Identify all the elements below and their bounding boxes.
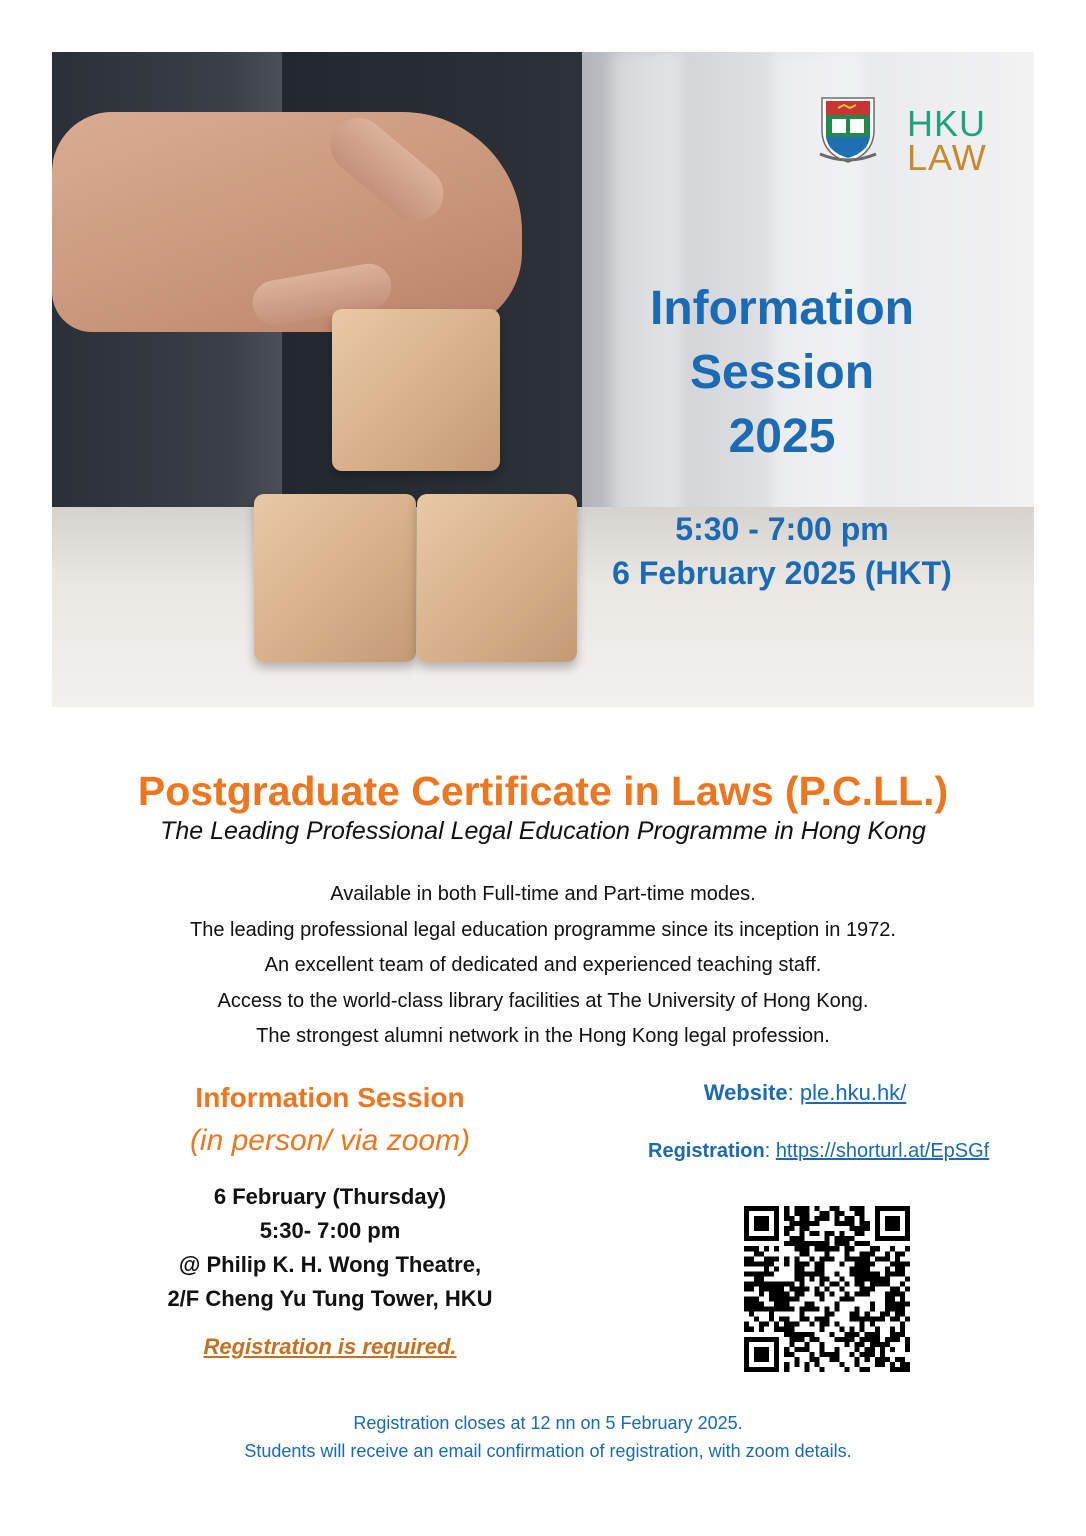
hero-time: 5:30 - 7:00 pm: [675, 511, 889, 547]
wooden-block-right: [417, 494, 577, 662]
hku-law-logo: [907, 103, 1007, 178]
session-mode: (in person/ via zoom): [189, 1124, 471, 1157]
registration-link[interactable]: https://shorturl.at/EpSGf: [775, 1140, 990, 1162]
website-line: Website: ple.hku.hk/: [703, 1080, 907, 1105]
session-venue-line1: @ Philip K. H. Wong Theatre,: [178, 1252, 482, 1277]
registration-qr-code[interactable]: [744, 1206, 910, 1372]
feature-item: The strongest alumni network in the Hong Kong legal profession.: [256, 1025, 830, 1047]
feature-item: Available in both Full-time and Part-time modes.: [330, 883, 756, 905]
feature-item: The leading professional legal education programme since its inception in 1972.: [190, 918, 896, 941]
feature-item: Access to the world-class library facilities at The University of Hong Kong.: [217, 989, 869, 1012]
wooden-block-left: [254, 494, 416, 662]
registration-label: Registration: [648, 1140, 765, 1162]
logo-text-law: LAW: [907, 137, 987, 178]
registration-line: Registration: https://shorturl.at/EpSGf: [648, 1140, 990, 1162]
wooden-block-top: [332, 309, 500, 471]
footer-notes: [0, 1409, 1086, 1465]
hku-crest-logo: [818, 96, 878, 164]
hero-title: [612, 277, 952, 469]
programme-subtitle: The Leading Professional Legal Education Programme in Hong Kong: [160, 817, 926, 845]
hero-title-line2: Session: [689, 346, 875, 399]
session-time: 5:30- 7:00 pm: [259, 1218, 401, 1243]
programme-title: Postgraduate Certificate in Laws (P.C.LL.): [137, 768, 949, 814]
hero-banner: [52, 52, 1034, 707]
registration-required-note: Registration is required.: [203, 1334, 457, 1359]
session-date: 6 February (Thursday): [213, 1184, 447, 1209]
website-link[interactable]: ple.hku.hk/: [799, 1080, 907, 1105]
hero-title-line1: Information: [650, 282, 914, 335]
feature-list: [0, 877, 1086, 1055]
session-details: [100, 1082, 560, 1360]
hero-title-line3: 2025: [728, 410, 836, 463]
session-title: Information Session: [195, 1082, 465, 1113]
hero-datetime: [572, 507, 992, 595]
logo-text-hku: HKU: [907, 103, 987, 144]
session-info: [100, 1180, 560, 1316]
footer-line2: Students will receive an email confirmation of registration, with zoom details.: [244, 1441, 852, 1461]
hero-date: 6 February 2025 (HKT): [612, 555, 952, 591]
feature-item: An excellent team of dedicated and experienced teaching staff.: [264, 954, 822, 976]
footer-line1: Registration closes at 12 nn on 5 February 2025.: [353, 1413, 743, 1433]
links-panel: [620, 1080, 1050, 1163]
session-venue-line2: 2/F Cheng Yu Tung Tower, HKU: [167, 1286, 493, 1311]
website-label: Website: [703, 1080, 788, 1105]
